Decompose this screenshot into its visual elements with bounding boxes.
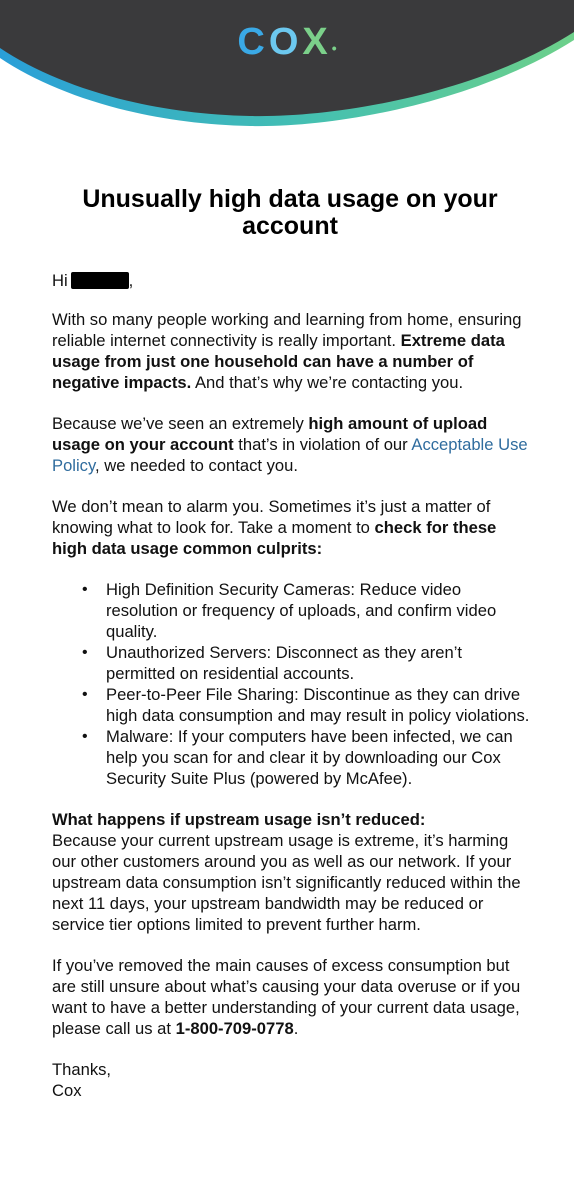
paragraph-intro: With so many people working and learning from home, ensuring reliable internet connectivity is really important. Extreme data usage from just one household can have a number of negative impacts. And that’s why we’re contacting you. — [52, 310, 522, 392]
cox-logo: COX• — [237, 21, 337, 63]
paragraph-contact: If you’ve removed the main causes of excess consumption but are still unsure about what’s causing your data overuse or if you want to have a better understanding of your current data usage, please call us at 1-800-709-0778. — [52, 956, 521, 1038]
signature-block — [52, 1059, 532, 1101]
upstream-heading: What happens if upstream usage isn’t reduced: — [52, 810, 426, 829]
email-body — [52, 186, 532, 1101]
redacted-name — [71, 272, 129, 289]
paragraph-culprits: We don’t mean to alarm you. Sometimes it’s just a matter of knowing what to look for. Take a moment to check for these high data usage common culprits: — [52, 497, 497, 558]
acceptable-use-policy-link[interactable]: Acceptable Use Policy — [52, 435, 528, 475]
email-header — [0, 0, 574, 140]
paragraph-upstream: What happens if upstream usage isn’t reduced: Because your current upstream usage is extreme, it’s harming our other customers around you as well as our network. If your upstream data consumption isn’t significantly reduced within the next 11 days, your upstream bandwidth may be reduced or service tier options limited to prevent further harm. — [52, 810, 521, 934]
email-title: Unusually high data usage on your account — [82, 185, 498, 240]
list-item: • Unauthorized Servers: Disconnect as they aren’t permitted on residential accounts. — [82, 642, 532, 684]
culprit-list — [82, 579, 532, 789]
signature: Cox — [52, 1081, 82, 1100]
list-item: • High Definition Security Cameras: Reduce video resolution or frequency of uploads, and confirm video quality. — [82, 579, 532, 642]
greeting: Hi , — [52, 271, 134, 290]
phone-number[interactable]: 1-800-709-0778 — [175, 1019, 294, 1038]
list-item: • Malware: If your computers have been infected, we can help you scan for and clear it by downloading our Cox Security Suite Plus (powered by McAfee). — [82, 726, 532, 789]
paragraph-upload: Because we’ve seen an extremely high amount of upload usage on your account that’s in violation of our Acceptable Use Policy, we needed to contact you. — [52, 414, 528, 475]
signoff: Thanks, — [52, 1060, 112, 1079]
list-item: • Peer-to-Peer File Sharing: Discontinue as they can drive high data consumption and may result in policy violations. — [82, 684, 532, 726]
